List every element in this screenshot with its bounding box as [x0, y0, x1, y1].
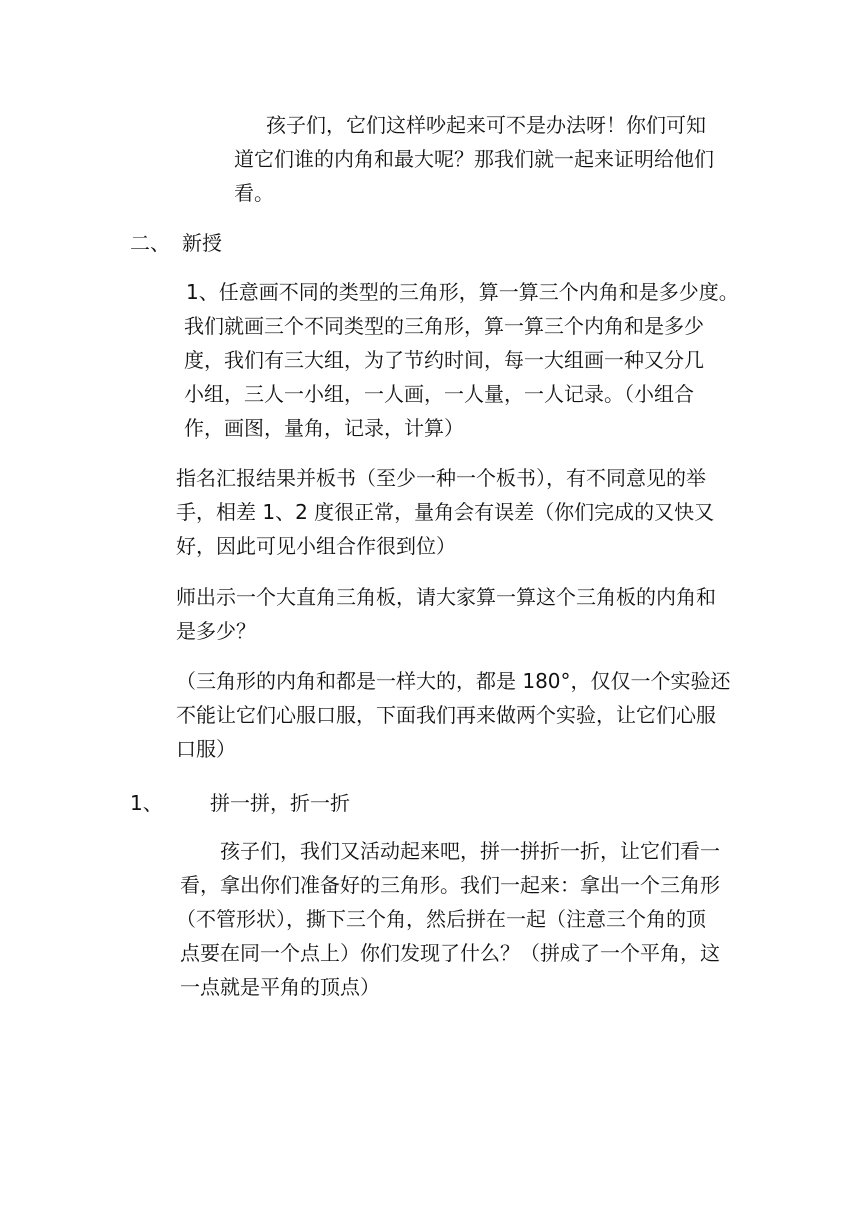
activity-line-2: 看，拿出你们准备好的三角形。我们一起来：拿出一个三角形 [180, 873, 720, 897]
activity-line-1: 孩子们，我们又活动起来吧，拼一拼折一折，让它们看一 [220, 839, 720, 863]
conclusion-line-1: （三角形的内角和都是一样大的，都是 180°，仅仅一个实验还 [176, 669, 731, 693]
step1-line-2: 我们就画三个不同类型的三角形，算一算三个内角和是多少 [184, 314, 704, 338]
teacher-line-2: 是多少？ [176, 619, 256, 643]
activity-line-4: 点要在同一个点上）你们发现了什么？（拼成了一个平角，这 [180, 941, 720, 965]
report-line-1: 指名汇报结果并板书（至少一种一个板书），有不同意见的举 [176, 466, 706, 490]
intro-line-3: 看。 [234, 181, 274, 205]
activity-line-5: 一点就是平角的顶点） [180, 975, 380, 999]
intro-line-2: 道它们谁的内角和最大呢？那我们就一起来证明给他们 [234, 147, 714, 171]
conclusion-line-2: 不能让它们心服口服，下面我们再来做两个实验，让它们心服 [176, 703, 716, 727]
step1-line-1: 1、任意画不同的类型的三角形，算一算三个内角和是多少度。 [186, 280, 739, 304]
section-two-title: 新授 [182, 231, 222, 255]
intro-line-1: 孩子们，它们这样吵起来可不是办法呀！你们可知 [266, 113, 706, 137]
section-two-number: 二、 [130, 231, 170, 255]
subsection-one-title: 拼一拼，折一折 [210, 791, 350, 815]
step1-line-5: 作，画图，量角，记录，计算） [184, 416, 464, 440]
conclusion-line-3: 口服） [176, 737, 236, 761]
subsection-one-number: 1、 [130, 791, 163, 815]
activity-line-3: （不管形状），撕下三个角，然后拼在一起（注意三个角的顶 [176, 907, 706, 931]
report-line-2: 手，相差 1、2 度很正常，量角会有误差（你们完成的又快又 [176, 500, 715, 524]
step1-line-4: 小组，三人一小组，一人画，一人量，一人记录。（小组合 [184, 382, 694, 406]
teacher-line-1: 师出示一个大直角三角板，请大家算一算这个三角板的内角和 [176, 585, 716, 609]
step1-line-3: 度，我们有三大组，为了节约时间，每一大组画一种又分几 [184, 348, 704, 372]
report-line-3: 好，因此可见小组合作很到位） [176, 534, 456, 558]
